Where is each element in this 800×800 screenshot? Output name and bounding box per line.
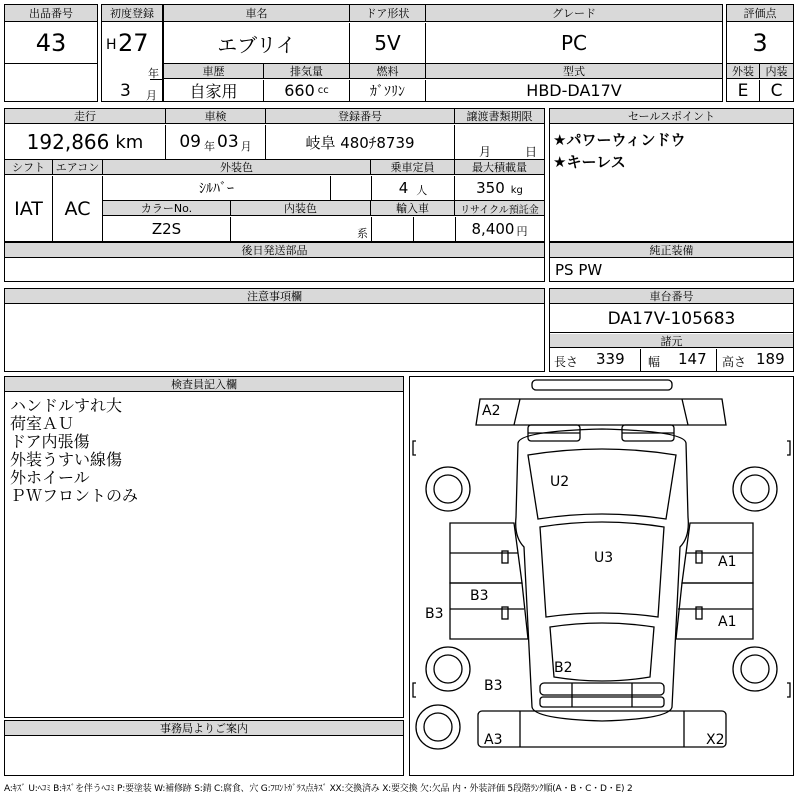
- equipment-box: [549, 242, 794, 282]
- damage-mark-A3: A3: [484, 732, 503, 748]
- sales-point-2: ★キーレス: [553, 153, 626, 171]
- inspection-year: 09: [179, 132, 201, 152]
- length: 339: [596, 350, 625, 368]
- exterior-grade-label: 外装: [727, 64, 760, 79]
- inspection-month: 03: [217, 132, 239, 152]
- lot-number-box: [4, 4, 98, 102]
- max-load: 350: [476, 179, 505, 197]
- chassis-box: [549, 288, 794, 372]
- registration-number-label: 登録番号: [266, 109, 455, 124]
- later-parts-box: [4, 242, 545, 282]
- interior-grade-label: 内装: [760, 64, 793, 79]
- capacity-cell: [371, 176, 455, 200]
- damage-mark-A1-upper: A1: [718, 554, 737, 570]
- damage-mark-A2: A2: [482, 403, 501, 419]
- displacement-unit: cc: [317, 85, 329, 96]
- width-label: 幅: [648, 355, 661, 369]
- first-registration-label: 初度登録: [102, 5, 162, 22]
- details-box: [4, 108, 545, 242]
- damage-mark-B3-rear: B3: [484, 678, 503, 694]
- transfer-day-unit: 日: [525, 145, 538, 159]
- era: H: [106, 37, 117, 53]
- length-label: 長さ: [554, 355, 579, 369]
- year-unit: 年: [148, 67, 159, 80]
- transfer-month-unit: 月: [479, 145, 492, 159]
- import-car-label: 輸入車: [371, 201, 455, 216]
- recycle-deposit-label: リサイクル預託金: [455, 201, 544, 216]
- aircon-label: エアコン: [53, 160, 103, 175]
- registration-year: 27: [118, 29, 149, 57]
- damage-mark-B3-door: B3: [470, 588, 489, 604]
- equipment: PS PW: [555, 261, 603, 279]
- office-notice-label: 事務局よりご案内: [5, 721, 403, 736]
- damage-diagram-box: [409, 376, 794, 776]
- history-label: 車歴: [164, 64, 264, 79]
- max-load-cell: [455, 176, 544, 200]
- exterior-grade: E: [727, 80, 760, 101]
- caution-label: 注意事項欄: [5, 289, 544, 304]
- door-type-label: ドア形状: [350, 5, 426, 22]
- height: 189: [756, 350, 785, 368]
- model-code-label: 型式: [426, 64, 722, 79]
- lot-number: 43: [35, 29, 67, 57]
- mileage-unit: km: [115, 131, 144, 153]
- note-line-4: 外装うすい線傷: [10, 450, 123, 469]
- shift-label: シフト: [5, 160, 53, 175]
- score-label: 評価点: [727, 5, 793, 22]
- registration-month: 3: [120, 81, 131, 101]
- mileage-cell: [5, 125, 166, 159]
- mileage: 192,866: [26, 130, 110, 154]
- note-line-3: ドア内張傷: [10, 432, 90, 451]
- office-notice-box: [4, 720, 404, 776]
- color-number-label: カラーNo.: [103, 201, 231, 216]
- score-box: [726, 4, 794, 102]
- shift: IAT: [5, 176, 53, 241]
- mileage-label: 走行: [5, 109, 166, 124]
- vehicle-info-box: [163, 4, 723, 102]
- sales-point-1: ★パワーウィンドウ: [553, 131, 686, 149]
- damage-mark-U3: U3: [594, 550, 614, 566]
- grade-label: グレード: [426, 5, 722, 22]
- month-unit: 月: [146, 89, 157, 102]
- exterior-color-label: 外装色: [103, 160, 371, 175]
- registration-number: 岐阜 480ﾁ8739: [266, 125, 455, 159]
- later-parts-label: 後日発送部品: [5, 243, 544, 258]
- recycle-deposit: 8,400: [471, 220, 515, 238]
- aircon: AC: [53, 176, 103, 241]
- recycle-deposit-cell: [455, 217, 544, 241]
- damage-mark-B3-side: B3: [425, 606, 444, 622]
- sales-points-label: セールスポイント: [550, 109, 793, 124]
- inspection-month-unit: 月: [240, 140, 252, 153]
- note-line-2: 荷室ＡＵ: [10, 414, 75, 433]
- inspector-notes-box: [4, 376, 404, 718]
- recycle-deposit-unit: 円: [516, 225, 528, 238]
- transfer-deadline-label: 譲渡書類期限: [455, 109, 544, 124]
- car-name-label: 車名: [164, 5, 350, 22]
- inspection-cell: [166, 125, 266, 159]
- capacity-unit: 人: [416, 184, 428, 197]
- exterior-color: ｼﾙﾊﾞｰ: [103, 176, 331, 200]
- score: 3: [752, 29, 768, 57]
- damage-code-legend: A:ｷｽﾞ U:ﾍｺﾐ B:ｷｽﾞを伴うﾍｺﾐ P:要塗装 W:補修跡 S:錆 C:腐食、穴 G:ﾌﾛﾝﾄｶﾞﾗｽ点ｷｽﾞ XX:交換済み X:要交換 欠:欠品 内・外装評価 5段階ﾗﾝｸ順(A・B・C・D・E) 2: [4, 784, 633, 794]
- damage-mark-B2: B2: [554, 660, 573, 676]
- height-label: 高さ: [722, 355, 747, 369]
- width: 147: [678, 350, 707, 368]
- fuel: ｶﾞｿﾘﾝ: [350, 80, 426, 101]
- interior-grade: C: [770, 80, 783, 101]
- sales-points-box: [549, 108, 794, 242]
- note-line-6: ＰＷフロントのみ: [10, 486, 139, 505]
- inspector-notes-label: 検査員記入欄: [5, 377, 403, 392]
- displacement-label: 排気量: [264, 64, 350, 79]
- damage-mark-A1-lower: A1: [718, 614, 737, 630]
- chassis-number: DA17V-105683: [550, 305, 793, 333]
- door-type: 5V: [350, 23, 426, 63]
- note-line-1: ハンドルすれ大: [10, 396, 123, 415]
- max-load-label: 最大積載量: [455, 160, 544, 175]
- max-load-unit: kg: [510, 184, 523, 196]
- interior-color-unit: 系: [357, 227, 368, 240]
- history: 自家用: [164, 80, 264, 101]
- note-line-5: 外ホイール: [10, 468, 90, 487]
- capacity: 4: [398, 179, 409, 197]
- model-code: HBD-DA17V: [526, 81, 622, 100]
- inspection-label: 車検: [166, 109, 266, 124]
- equipment-label: 純正装備: [550, 243, 793, 258]
- fuel-label: 燃料: [350, 64, 426, 79]
- damage-mark-U2: U2: [550, 474, 570, 490]
- interior-color-label: 内装色: [231, 201, 371, 216]
- vehicle-diagram: [410, 377, 793, 775]
- caution-box: [4, 288, 545, 372]
- car-name: エブリイ: [164, 23, 350, 63]
- color-number: Z2S: [103, 217, 231, 241]
- displacement-cell: [264, 80, 350, 101]
- lot-number-label: 出品番号: [5, 5, 97, 22]
- inspection-year-unit: 年: [204, 140, 215, 153]
- first-registration-box: [101, 4, 163, 102]
- damage-mark-X2: X2: [706, 732, 725, 748]
- grade: PC: [560, 31, 588, 55]
- chassis-label: 車台番号: [550, 289, 793, 304]
- displacement: 660: [284, 81, 315, 100]
- specs-label: 諸元: [550, 334, 793, 348]
- capacity-label: 乗車定員: [371, 160, 455, 175]
